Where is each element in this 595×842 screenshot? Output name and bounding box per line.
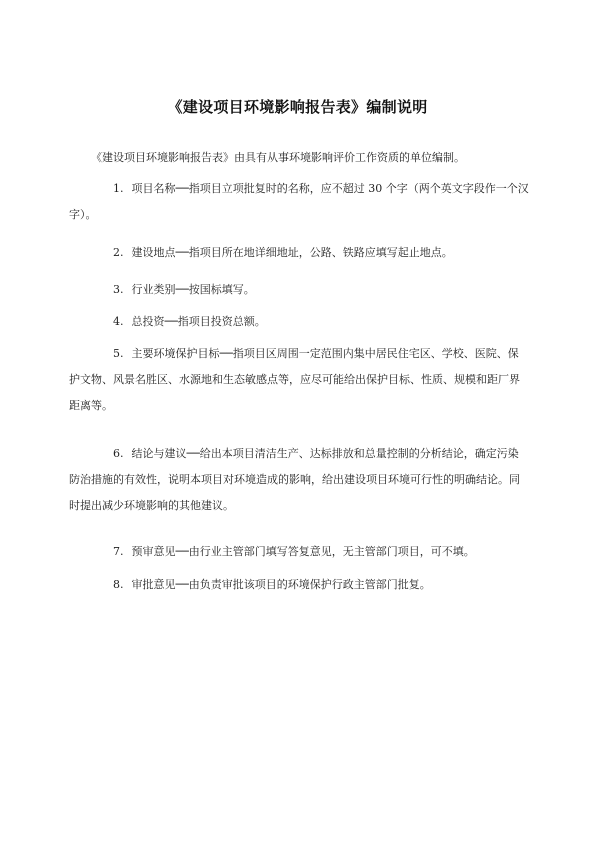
item-2: [69, 240, 529, 266]
item-1: [69, 176, 529, 228]
item-text: 项目名称──指项目立项批复时的名称，应不超过 30 个字（两个英文字段作一个汉字）。: [69, 182, 529, 221]
item-7: [69, 539, 529, 565]
intro-paragraph: 《建设项目环境影响报告表》由具有从事环境影响评价工作资质的单位编制。: [91, 151, 465, 164]
item-number: 7.: [113, 545, 124, 558]
item-number: 8.: [113, 578, 124, 591]
item-text: 建设地点──指项目所在地详细地址，公路、铁路应填写起止地点。: [131, 246, 453, 259]
item-number: 1.: [113, 182, 124, 195]
item-4: [69, 309, 529, 335]
item-3: [69, 277, 529, 303]
item-number: 2.: [113, 246, 124, 259]
item-6: [69, 441, 529, 519]
item-text: 主要环境保护目标──指项目区周围一定范围内集中居民住宅区、学校、医院、保护文物、风景名胜区、水源地和生态敏感点等，应尽可能给出保护目标、性质、规模和距厂界距离等。: [69, 347, 520, 412]
item-text: 总投资──指项目投资总额。: [131, 315, 266, 328]
item-number: 4.: [113, 315, 124, 328]
item-text: 结论与建议──给出本项目清洁生产、达标排放和总量控制的分析结论，确定污染防治措施的有效性，说明本项目对环境造成的影响，给出建设项目环境可行性的明确结论。同时提出减少环境影响的其他建议。: [69, 447, 520, 512]
item-number: 6.: [113, 447, 124, 460]
item-text: 行业类别──按国标填写。: [131, 283, 255, 296]
item-text: 预审意见──由行业主管部门填写答复意见，无主管部门项目，可不填。: [131, 545, 475, 558]
item-8: [69, 572, 529, 598]
item-5: [69, 341, 529, 419]
item-number: 5.: [113, 347, 124, 360]
document-title: 《建设项目环境影响报告表》编制说明: [167, 98, 428, 116]
item-number: 3.: [113, 283, 124, 296]
item-text: 审批意见──由负责审批该项目的环境保护行政主管部门批复。: [131, 578, 431, 591]
